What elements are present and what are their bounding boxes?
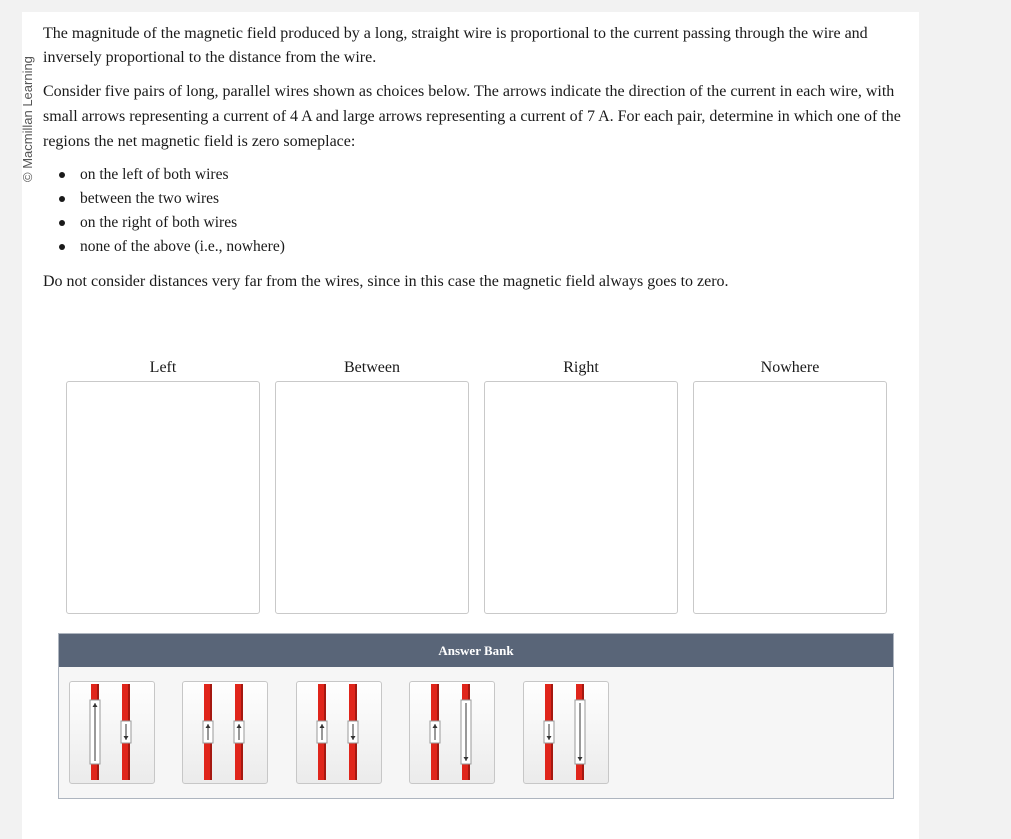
question-paragraph-2: Consider five pairs of long, parallel wires shown as choices below. The arrows indicate the direction of the current in each wire, with small arrows representing a current of 4 A and large arrows representing a current of 7 A. For each pair, determine in which one of the regions the net magnetic field is zero someplace: — [43, 83, 901, 150]
question-paragraph-1: The magnitude of the magnetic field produced by a long, straight wire is proportional to the current passing through the wire and inversely proportional to the distance from the wire. — [43, 25, 868, 66]
wire-pair-diagram — [183, 682, 267, 783]
drop-zone-left[interactable] — [66, 381, 260, 614]
wire-pair-diagram — [70, 682, 154, 783]
question-card — [22, 12, 919, 839]
target-label-nowhere: Nowhere — [760, 359, 820, 376]
wire-pair-card-4[interactable] — [409, 681, 495, 784]
watermark: © Macmillan Learning — [20, 56, 35, 182]
target-label-right: Right — [563, 359, 599, 376]
list-item: on the right of both wires — [59, 211, 285, 235]
list-item: none of the above (i.e., nowhere) — [59, 235, 285, 259]
wire-pair-card-5[interactable] — [523, 681, 609, 784]
drop-zone-right[interactable] — [484, 381, 678, 614]
answer-bank — [58, 633, 894, 799]
wire-pair-diagram — [524, 682, 608, 783]
drop-zone-nowhere[interactable] — [693, 381, 887, 614]
target-label-between: Between — [344, 359, 400, 376]
question-paragraph-3: Do not consider distances very far from the wires, since in this case the magnetic field always goes to zero. — [43, 273, 729, 290]
target-label-left: Left — [149, 359, 177, 376]
drop-zone-between[interactable] — [275, 381, 469, 614]
wire-pair-card-3[interactable] — [296, 681, 382, 784]
wire-pair-diagram — [297, 682, 381, 783]
list-item: on the left of both wires — [59, 163, 285, 187]
wire-pair-card-1[interactable] — [69, 681, 155, 784]
list-item: between the two wires — [59, 187, 285, 211]
region-options-list — [59, 163, 285, 259]
wire-pair-diagram — [410, 682, 494, 783]
answer-bank-header: Answer Bank — [59, 634, 893, 667]
wire-pair-card-2[interactable] — [182, 681, 268, 784]
